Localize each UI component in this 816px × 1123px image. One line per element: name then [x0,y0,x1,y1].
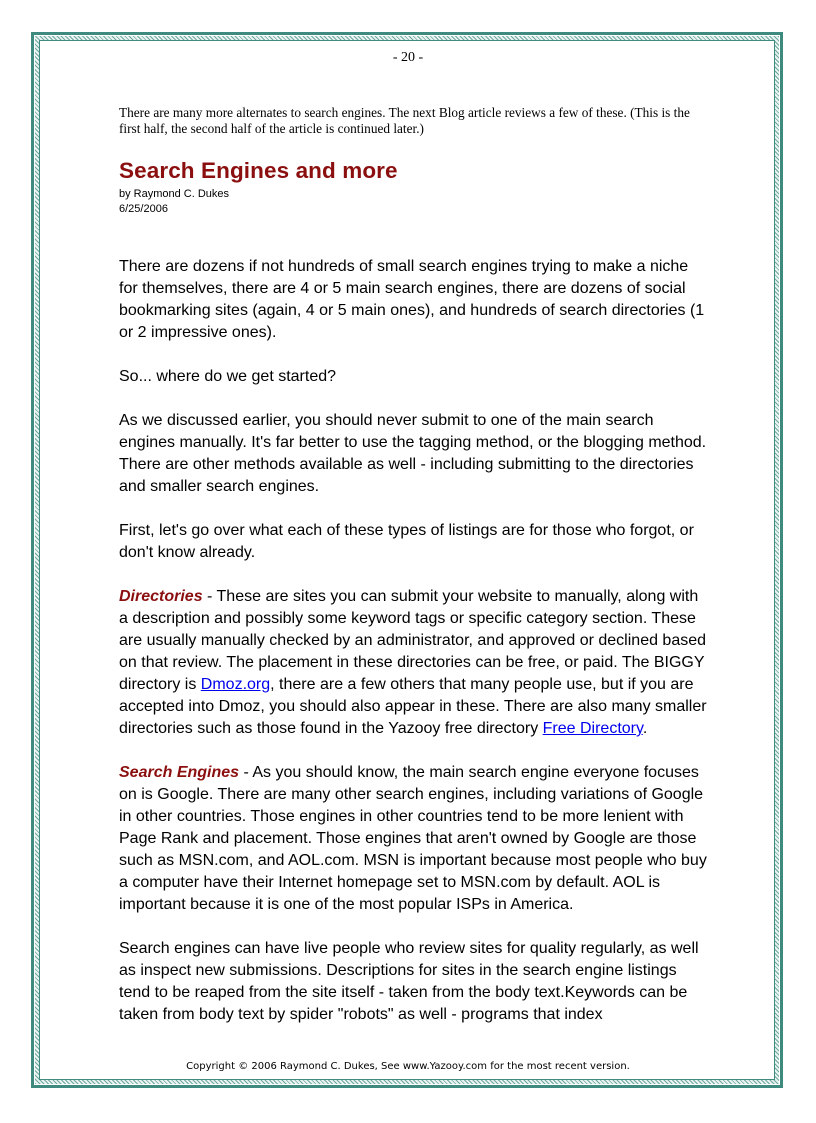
search-engines-paragraph [119,762,711,916]
directories-text-a: - These are sites you can submit your website to manually, along with a description and possibly some keyword tags or specific category section. These are usually manually checked by an administrator, and approved or declined based on that review. The placement in these directories can be free, or paid. The BIGGY directory is [119,588,707,693]
article-body [119,256,711,1048]
body-paragraph-2: So... where do we get started? [119,368,337,385]
body-paragraph-4: First, let's go over what each of these types of listings are for those who forgot, or don't know already. [119,522,694,561]
intro-paragraph: There are many more alternates to search engines. The next Blog article reviews a few of these. (This is the first half, the second half of the article is continued later.) [119,105,690,136]
directories-text-b: , there are a few others that many people use, but if you are accepted into Dmoz, you should also appear in these. There are also many smaller directories such as those found in the Yazooy free directory [119,676,707,737]
article-date: 6/25/2006 [119,203,168,215]
search-engines-text: - As you should know, the main search engine everyone focuses on is Google. There are many other search engines, including variations of Google in other countries. Those engines in other countries tend to be more lenient with Page Rank and placement. Those engines that aren't owned by Google are those such as MSN.com, and AOL.com. MSN is important because most people who buy a computer have their Internet homepage set to MSN.com by default. AOL is important because it is one of the most popular ISPs in America. [119,764,707,913]
article-byline: by Raymond C. Dukes [119,188,230,200]
directories-term: Directories [119,588,203,605]
search-engines-term: Search Engines [119,764,240,781]
directories-paragraph [119,586,711,740]
free-directory-link[interactable]: Free Directory [542,720,643,737]
dmoz-link[interactable]: Dmoz.org [200,676,271,693]
body-paragraph-1: There are dozens if not hundreds of small search engines trying to make a niche for themselves, there are 4 or 5 main search engines, there are dozens of social bookmarking sites (again, 4 or 5 main ones), and hundreds of search directories (1 or 2 impressive ones). [119,258,705,341]
body-paragraph-last: Search engines can have live people who review sites for quality regularly, as well as inspect new submissions. Descriptions for sites in the search engine listings tend to be reaped from the site itself - taken from the body text.Keywords can be taken from body text by spider "robots" as well - programs that index [119,940,699,1023]
directories-text-c: . [642,720,648,737]
article-title: Search Engines and more [119,158,398,183]
body-paragraph-3: As we discussed earlier, you should never submit to one of the main search engines manually. It's far better to use the tagging method, or the blogging method. There are other methods available as well - including submitting to the directories and smaller search engines. [119,412,707,495]
page-footer: Copyright © 2006 Raymond C. Dukes, See www.Yazooy.com for the most recent version. [186,1061,630,1072]
page-number: - 20 - [392,50,424,65]
